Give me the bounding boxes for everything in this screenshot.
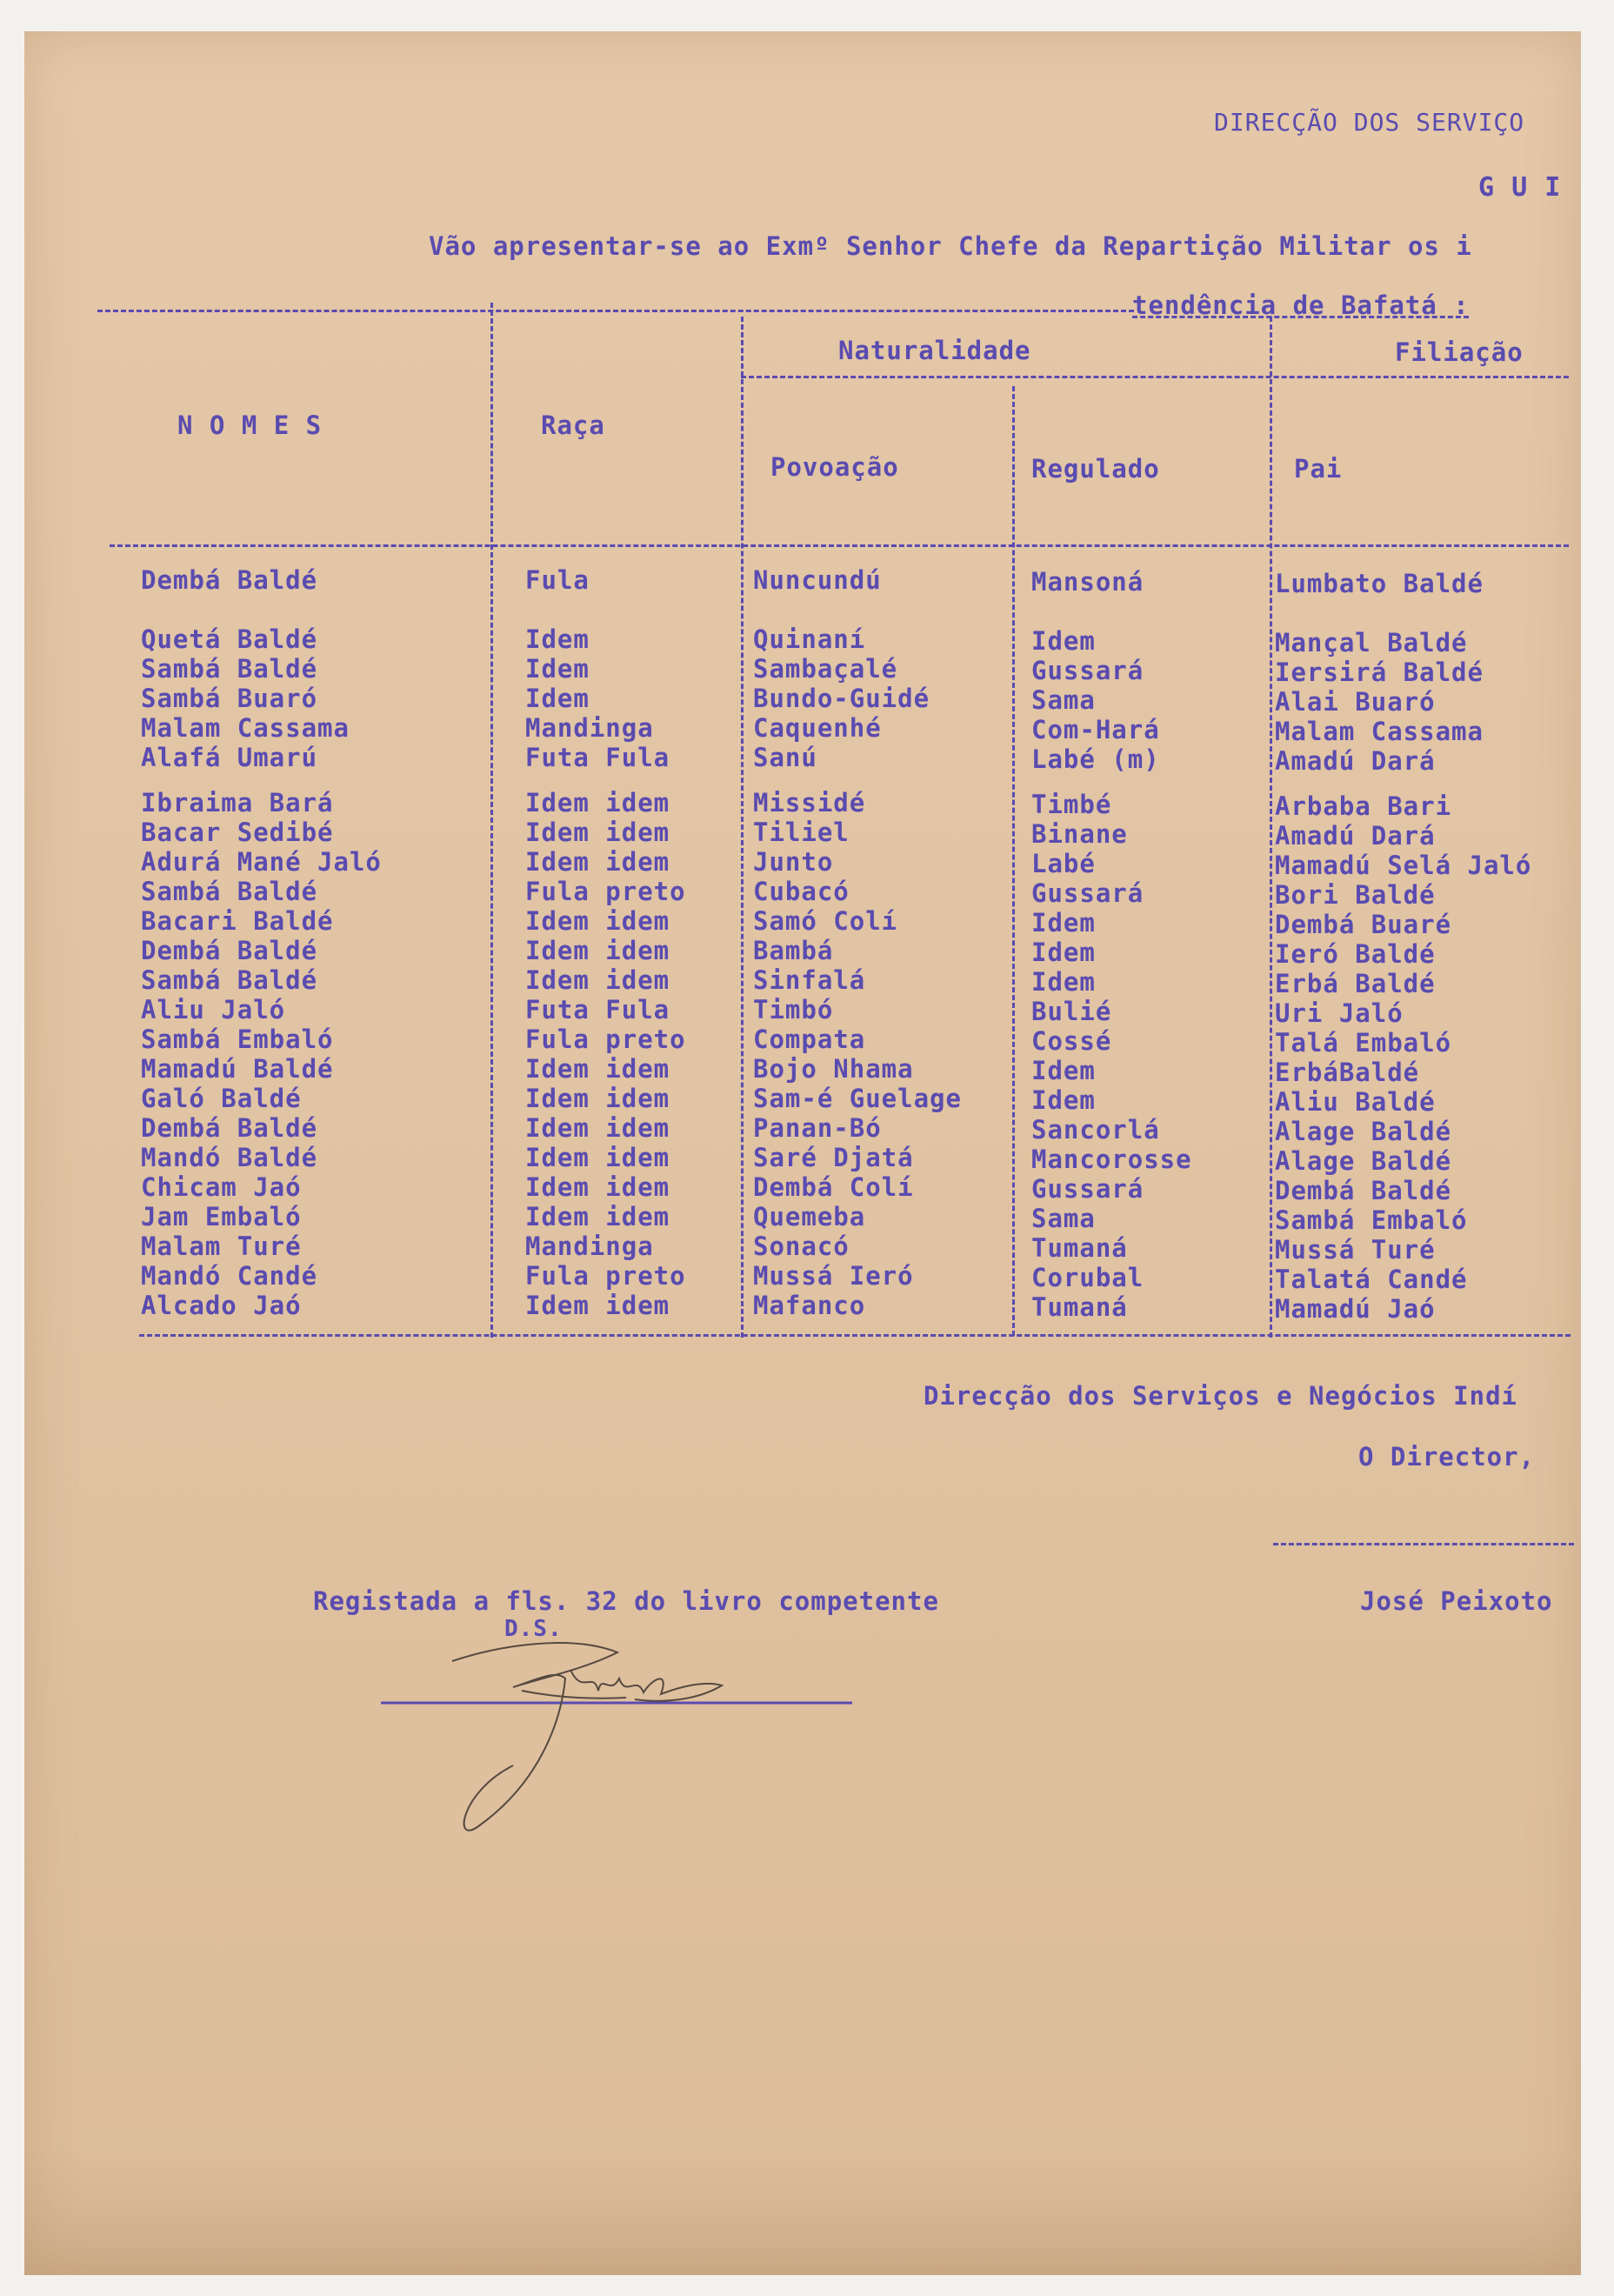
column-naturalidade: Naturalidade	[838, 336, 1031, 365]
table-row: Alcado Jaó	[141, 1291, 302, 1320]
table-cell: Idem	[525, 684, 590, 713]
column-regulado: Regulado	[1031, 454, 1160, 484]
table-cell: Quinaní	[753, 624, 866, 654]
colony-header: G U I	[1478, 172, 1562, 203]
table-cell: Idem idem	[525, 1172, 670, 1202]
table-cell: Gussará	[1031, 656, 1144, 685]
divider-nomes-raca	[490, 303, 493, 1338]
table-cell: Compata	[753, 1025, 866, 1054]
table-row: Jam Embaló	[141, 1202, 302, 1231]
table-cell: Sam-é Guelage	[753, 1084, 962, 1113]
table-row: Sambá Buaró	[141, 684, 318, 713]
table-cell: Timbé	[1031, 790, 1112, 819]
table-row: Adurá Mané Jaló	[141, 847, 382, 877]
table-cell: Mandinga	[525, 713, 654, 743]
nomes-column	[141, 565, 382, 1320]
table-cell: Lumbato Baldé	[1275, 569, 1484, 598]
table-cell: Labé	[1031, 849, 1096, 878]
district-label: tendência de Bafatá :	[1132, 290, 1470, 320]
divider-regulado-pai	[1270, 317, 1272, 1338]
table-cell: Idem	[1031, 938, 1096, 967]
table-row: Sambá Baldé	[141, 965, 318, 995]
table-cell: Amadú Dará	[1275, 821, 1436, 851]
table-row: Dembá Baldé	[141, 1113, 318, 1143]
table-cell: Sinfalá	[753, 965, 866, 995]
table-cell: Idem	[1031, 1056, 1096, 1085]
table-row: Sambá Embaló	[141, 1025, 334, 1054]
table-cell: Nuncundú	[753, 565, 882, 595]
table-row: Mamadú Baldé	[141, 1054, 334, 1084]
table-cell: Mamadú Jaó	[1275, 1294, 1436, 1324]
table-cell: Missidé	[753, 788, 866, 818]
table-cell: Iersirá Baldé	[1275, 657, 1484, 687]
table-row: Quetá Baldé	[141, 624, 318, 654]
table-cell: Binane	[1031, 819, 1128, 849]
table-cell: Bambá	[753, 936, 834, 965]
table-cell: Idem idem	[525, 818, 670, 847]
table-cell: Tiliel	[753, 818, 850, 847]
table-cell: Fula preto	[525, 1025, 686, 1054]
ds-label: D.S.	[504, 1616, 563, 1642]
regulado-column	[1031, 567, 1192, 1322]
table-cell: ErbáBaldé	[1275, 1058, 1420, 1087]
table-cell: Gussará	[1031, 878, 1144, 908]
top-rule	[97, 310, 1134, 312]
table-row: Chicam Jaó	[141, 1172, 302, 1202]
table-cell: Cubacó	[753, 877, 850, 906]
table-cell: Uri Jaló	[1275, 998, 1404, 1028]
table-cell: Caquenhé	[753, 713, 882, 743]
table-row: Bacar Sedibé	[141, 818, 334, 847]
table-cell: Bundo-Guidé	[753, 684, 930, 713]
table-row: Bacari Baldé	[141, 906, 334, 936]
column-pai: Pai	[1294, 454, 1343, 484]
table-cell: Dembá Buaré	[1275, 910, 1452, 939]
table-cell: Alage Baldé	[1275, 1146, 1452, 1176]
table-cell: Alage Baldé	[1275, 1117, 1452, 1146]
table-cell: Mamadú Selá Jaló	[1275, 851, 1532, 880]
divider-raca-povoacao	[741, 317, 744, 1338]
table-cell: Bori Baldé	[1275, 880, 1436, 910]
divider-povoacao-regulado	[1012, 386, 1015, 1336]
table-cell: Sanú	[753, 743, 817, 772]
table-cell: Mandinga	[525, 1231, 654, 1261]
table-row: Dembá Baldé	[141, 565, 318, 595]
table-cell: Ieró Baldé	[1275, 939, 1436, 969]
table-cell: Sama	[1031, 1204, 1096, 1233]
table-row: Sambá Baldé	[141, 877, 318, 906]
column-raca: Raça	[541, 410, 605, 440]
table-cell: Erbá Baldé	[1275, 969, 1436, 998]
director-title: O Director,	[1358, 1442, 1536, 1472]
table-cell: Sancorlá	[1031, 1115, 1160, 1145]
table-cell: Amadú Dará	[1275, 746, 1436, 776]
table-cell: Labé (m)	[1031, 744, 1160, 774]
table-cell: Alai Buaró	[1275, 687, 1436, 717]
table-cell: Talatá Candé	[1275, 1265, 1468, 1294]
table-cell: Mafanco	[753, 1291, 866, 1320]
table-cell: Mancorosse	[1031, 1145, 1192, 1174]
director-name: José Peixoto	[1360, 1586, 1553, 1616]
table-cell: Idem idem	[525, 906, 670, 936]
table-cell: Idem idem	[525, 1084, 670, 1113]
table-cell: Futa Fula	[525, 743, 670, 772]
table-cell: Timbó	[753, 995, 834, 1025]
signature-line-director	[1273, 1543, 1574, 1545]
table-cell: Idem idem	[525, 847, 670, 877]
registry-note: Registada a fls. 32 do livro competente	[313, 1586, 939, 1616]
table-cell: Tumaná	[1031, 1233, 1128, 1263]
table-cell: Idem	[525, 654, 590, 684]
table-row: Malam Turé	[141, 1231, 302, 1261]
table-cell: Idem idem	[525, 1054, 670, 1084]
table-cell: Idem idem	[525, 1113, 670, 1143]
table-cell: Samó Colí	[753, 906, 898, 936]
table-cell: Mançal Baldé	[1275, 628, 1468, 657]
table-cell: Idem idem	[525, 788, 670, 818]
table-row: Dembá Baldé	[141, 936, 318, 965]
naturalidade-rule	[741, 376, 1569, 378]
table-cell: Idem idem	[525, 965, 670, 995]
table-cell: Fula	[525, 565, 590, 595]
table-cell: Gussará	[1031, 1174, 1144, 1204]
table-row: Ibraima Bará	[141, 788, 334, 818]
table-cell: Panan-Bó	[753, 1113, 882, 1143]
table-cell: Sambá Embaló	[1275, 1205, 1468, 1235]
table-row: Sambá Baldé	[141, 654, 318, 684]
table-cell: Mussá Ieró	[753, 1261, 914, 1291]
table-row: Aliu Jaló	[141, 995, 286, 1025]
table-cell: Sama	[1031, 685, 1096, 715]
handwritten-signature	[365, 1618, 852, 1879]
table-cell: Corubal	[1031, 1263, 1144, 1292]
table-cell: Idem	[1031, 908, 1096, 938]
table-cell: Fula preto	[525, 877, 686, 906]
table-cell: Bojo Nhama	[753, 1054, 914, 1084]
table-bottom-rule	[139, 1334, 1571, 1337]
column-nomes: N O M E S	[177, 410, 323, 440]
table-cell: Idem idem	[525, 1143, 670, 1172]
table-cell: Dembá Baldé	[1275, 1176, 1452, 1205]
table-cell: Quemeba	[753, 1202, 866, 1231]
table-cell: Bulié	[1031, 997, 1112, 1026]
table-cell: Sonacó	[753, 1231, 850, 1261]
table-cell: Malam Cassama	[1275, 717, 1484, 746]
table-cell: Sambaçalé	[753, 654, 898, 684]
table-cell: Idem	[1031, 967, 1096, 997]
header-bottom-rule	[110, 544, 1569, 547]
table-cell: Com-Hará	[1031, 715, 1160, 744]
table-cell: Mussá Turé	[1275, 1235, 1436, 1265]
table-row: Mandó Baldé	[141, 1143, 318, 1172]
table-cell: Tumaná	[1031, 1292, 1128, 1322]
worn-edge	[24, 2148, 1581, 2275]
table-row: Galó Baldé	[141, 1084, 302, 1113]
table-cell: Talá Embaló	[1275, 1028, 1452, 1058]
office-header: DIRECÇÃO DOS SERVIÇO	[1214, 108, 1525, 137]
table-cell: Idem idem	[525, 1202, 670, 1231]
table-cell: Junto	[753, 847, 834, 877]
table-row: Alafá Umarú	[141, 743, 318, 772]
table-cell: Idem idem	[525, 936, 670, 965]
table-cell: Aliu Baldé	[1275, 1087, 1436, 1117]
table-row: Malam Cassama	[141, 713, 350, 743]
department-line: Direcção dos Serviços e Negócios Indí	[924, 1381, 1518, 1411]
table-cell: Arbaba Bari	[1275, 791, 1452, 821]
table-cell: Cossé	[1031, 1026, 1112, 1056]
table-cell: Idem	[525, 624, 590, 654]
table-cell: Idem idem	[525, 1291, 670, 1320]
table-row: Mandó Candé	[141, 1261, 318, 1291]
table-cell: Idem	[1031, 1085, 1096, 1115]
table-cell: Dembá Colí	[753, 1172, 914, 1202]
table-cell: Mansoná	[1031, 567, 1144, 597]
table-cell: Futa Fula	[525, 995, 670, 1025]
table-cell: Saré Djatá	[753, 1143, 914, 1172]
intro-text: Vão apresentar-se ao Exmº Senhor Chefe da Repartição Militar os i	[429, 231, 1472, 261]
raca-column	[525, 565, 686, 1320]
table-cell: Fula preto	[525, 1261, 686, 1291]
table-cell: Idem	[1031, 626, 1096, 656]
column-filiacao: Filiação	[1395, 337, 1524, 367]
column-povoacao: Povoação	[770, 452, 899, 482]
povoacao-column	[753, 565, 962, 1320]
pai-column	[1275, 569, 1531, 1324]
